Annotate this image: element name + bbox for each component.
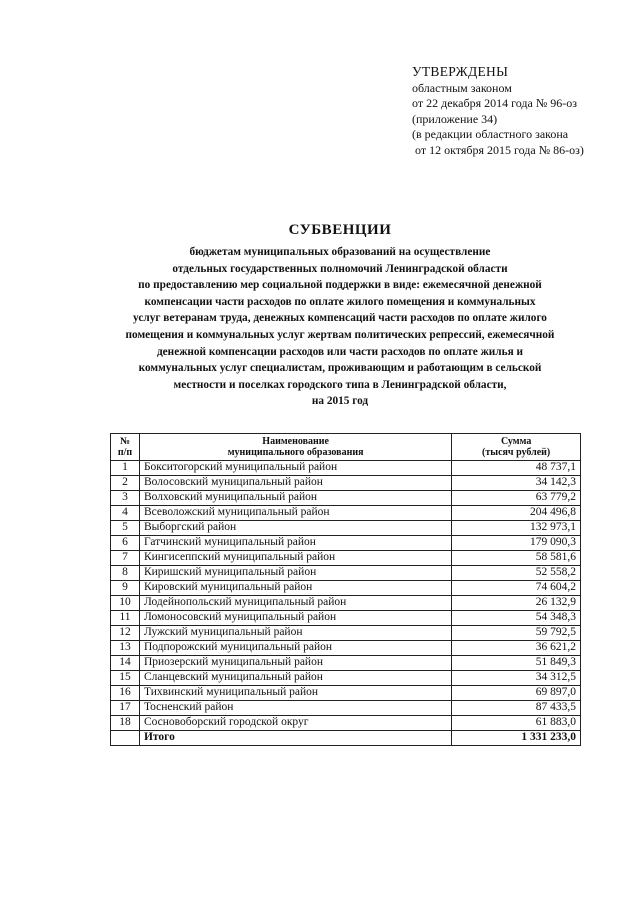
subventions-table	[110, 433, 581, 746]
row-sum: 1 331 233,0	[452, 731, 581, 746]
subtitle-line: на 2015 год	[311, 395, 369, 408]
table-row	[111, 476, 581, 491]
subtitle-line: услуг ветеранам труда, денежных компенсаций части расходов по оплате жилого	[133, 312, 547, 325]
row-number	[111, 731, 140, 746]
row-number: 11	[111, 611, 140, 626]
row-sum: 34 312,5	[452, 671, 581, 686]
row-number: 2	[111, 476, 140, 491]
subtitle-line: отдельных государственных полномочий Ленинградской области	[172, 262, 508, 275]
row-name: Выборгский район	[139, 521, 451, 536]
row-number: 12	[111, 626, 140, 641]
header-name: Наименование муниципального образования	[139, 434, 451, 461]
subtitle-line: местности и поселках городского типа в Ленинградской области,	[173, 378, 507, 391]
row-number: 14	[111, 656, 140, 671]
row-name: Ломоносовский муниципальный район	[139, 611, 451, 626]
row-number: 15	[111, 671, 140, 686]
row-sum: 52 558,2	[452, 566, 581, 581]
table-row	[111, 641, 581, 656]
row-name: Кировский муниципальный район	[139, 581, 451, 596]
table-row	[111, 536, 581, 551]
subtitle-line: компенсации части расходов по оплате жилого помещения и коммунальных	[144, 295, 536, 308]
row-name: Тихвинский муниципальный район	[139, 686, 451, 701]
row-number: 10	[111, 596, 140, 611]
subtitle-line: помещения и коммунальных услуг жертвам политических репрессий, ежемесячной	[125, 328, 555, 341]
approval-stamp	[412, 64, 632, 158]
subtitle-line: по предоставлению мер социальной поддержки в виде: ежемесячной денежной	[138, 279, 542, 292]
approval-line: от 22 декабря 2014 года № 96-оз	[412, 96, 578, 110]
row-sum: 63 779,2	[452, 491, 581, 506]
row-sum: 87 433,5	[452, 701, 581, 716]
row-name: Волосовский муниципальный район	[139, 476, 451, 491]
row-name: Бокситогорский муниципальный район	[139, 461, 451, 476]
row-name: Лодейнопольский муниципальный район	[139, 596, 451, 611]
row-name: Итого	[139, 731, 451, 746]
row-sum: 204 496,8	[452, 506, 581, 521]
row-number: 17	[111, 701, 140, 716]
row-name: Всеволожский муниципальный район	[139, 506, 451, 521]
row-sum: 132 973,1	[452, 521, 581, 536]
row-name: Киришский муниципальный район	[139, 566, 451, 581]
row-sum: 36 621,2	[452, 641, 581, 656]
total-row	[111, 731, 581, 746]
approval-line: от 12 октября 2015 года № 86-оз)	[412, 142, 584, 157]
table-row	[111, 656, 581, 671]
row-sum: 48 737,1	[452, 461, 581, 476]
row-number: 16	[111, 686, 140, 701]
subtitle-line: денежной компенсации расходов или части расходов по оплате жилья и	[156, 345, 524, 358]
header-number: № п/п	[111, 434, 140, 461]
row-sum: 179 090,3	[452, 536, 581, 551]
row-number: 7	[111, 551, 140, 566]
table-row	[111, 701, 581, 716]
row-number: 4	[111, 506, 140, 521]
table-row	[111, 491, 581, 506]
row-sum: 74 604,2	[452, 581, 581, 596]
table-row	[111, 461, 581, 476]
row-name: Кингисеппский муниципальный район	[139, 551, 451, 566]
row-number: 13	[111, 641, 140, 656]
approval-title: УТВЕРЖДЕНЫ	[412, 64, 509, 79]
row-name: Гатчинский муниципальный район	[139, 536, 451, 551]
row-sum: 34 142,3	[452, 476, 581, 491]
document-subtitle	[70, 244, 610, 410]
row-sum: 69 897,0	[452, 686, 581, 701]
row-name: Сланцевский муниципальный район	[139, 671, 451, 686]
row-name: Приозерский муниципальный район	[139, 656, 451, 671]
row-number: 1	[111, 461, 140, 476]
row-name: Волховский муниципальный район	[139, 491, 451, 506]
table-row	[111, 581, 581, 596]
row-name: Сосновоборский городской округ	[139, 716, 451, 731]
table-row	[111, 551, 581, 566]
row-number: 3	[111, 491, 140, 506]
row-sum: 51 849,3	[452, 656, 581, 671]
approval-line: (в редакции областного закона	[412, 127, 569, 141]
table-row	[111, 626, 581, 641]
table-row	[111, 506, 581, 521]
table-row	[111, 596, 581, 611]
subtitle-line: бюджетам муниципальных образований на осуществление	[189, 246, 491, 258]
row-sum: 58 581,6	[452, 551, 581, 566]
row-number: 8	[111, 566, 140, 581]
header-sum: Сумма (тысяч рублей)	[452, 434, 581, 461]
subtitle-line: коммунальных услуг специалистам, проживающим и работающим в сельской	[138, 362, 542, 375]
approval-line: (приложение 34)	[412, 111, 498, 126]
row-number: 9	[111, 581, 140, 596]
row-number: 5	[111, 521, 140, 536]
row-name: Подпорожский муниципальный район	[139, 641, 451, 656]
document-title: СУБВЕНЦИИ	[288, 222, 392, 238]
row-sum: 59 792,5	[452, 626, 581, 641]
table-row	[111, 566, 581, 581]
row-number: 18	[111, 716, 140, 731]
row-name: Тосненский район	[139, 701, 451, 716]
table-row	[111, 716, 581, 731]
table-body	[111, 461, 581, 746]
document-heading	[70, 222, 610, 410]
row-sum: 61 883,0	[452, 716, 581, 731]
table-row	[111, 686, 581, 701]
approval-line: областным законом	[412, 80, 512, 95]
row-sum: 54 348,3	[452, 611, 581, 626]
table-header-row	[111, 434, 581, 461]
row-name: Лужский муниципальный район	[139, 626, 451, 641]
row-number: 6	[111, 536, 140, 551]
table-row	[111, 521, 581, 536]
table-row	[111, 611, 581, 626]
table-row	[111, 671, 581, 686]
row-sum: 26 132,9	[452, 596, 581, 611]
